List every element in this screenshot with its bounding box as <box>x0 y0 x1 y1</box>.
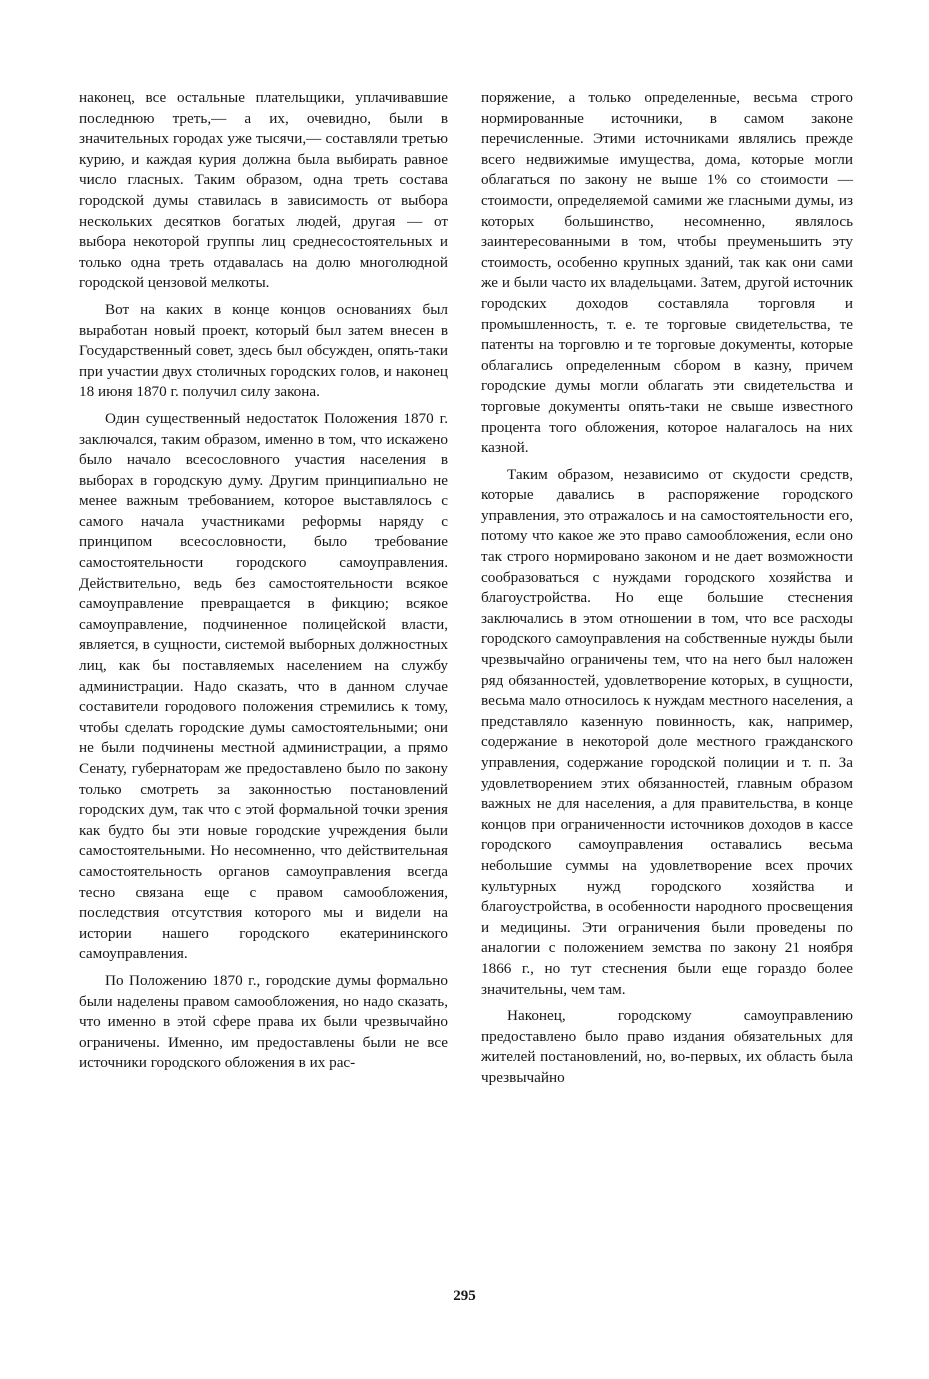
paragraph: Таким образом, независимо от скудости средств, которые давались в распоряжение городского управления, это отражалось и на самостоятельности его, потому что какое же это право самообложения, если оно так строго нормировано законом и не дает возможности сообразоваться с нуждами городского хозяйства и благоустройства. Но еще большие стеснения заключались в этом отношении в том, что все расходы городского самоуправления на собственные нужды были чрезвычайно ограничены тем, что на него был наложен ряд обязанностей, удовлетворение которых, в сущности, весьма мало относилось к нуждам местного населения, а представляло казенную повинность, как, например, содержание в некоторой доле местного гражданского управления, содержание городской полиции и т. п. За удовлетворением этих обязанностей, главным образом важных не для населения, а для правительства, в конце концов при ограниченности источников доходов в кассе городского самоуправления оставались весьма небольшие суммы на удовлетворение всех прочих культурных нужд городского хозяйства и благоустройства, в особенности народного просвещения и медицины. Эти ограничения были проведены по аналогии с положением земства по закону 21 ноября 1866 г., но тут стеснения были еще гораздо более значительны, чем там. <box>481 465 853 998</box>
paragraph: По Положению 1870 г., городские думы формально были наделены правом самообложения, но надо сказать, что именно в этой сфере права их были чрезвычайно ограничены. Именно, им предоставлены были не все источники городского обложения в их рас- <box>79 971 448 1072</box>
paragraph: поряжение, а только определенные, весьма строго нормированные источники, в самом законе перечисленные. Этими источниками являлись прежде всего недвижимые имущества, дома, которые могли облагаться по закону не выше 1% со стоимости — стоимости, определяемой самими же гласными думы, из которых большинство, несомненно, являлось заинтересованными в том, чтобы преуменьшить эту стоимость, особенно крупных зданий, так как они сами же и были часто их владельцами. Затем, другой источник городских доходов составляла торговля и промышленность, т. е. те торговые свидетельства, те патенты на торговлю и те торговые документы, которые облагались определенным сбором в казну, причем городские думы могли облагать эти свидетельства и торговые документы опять-таки не свыше известного процента того обложения, которое налагалось на них казной. <box>481 89 853 457</box>
paragraph: Один существенный недостаток Положения 1870 г. заключался, таким образом, именно в том, что искажено было начало всесословного участия населения в выборах в городскую думу. Другим принципиально не менее важным требованием, которое выставлялось с самого начала участниками реформы наряду с принципом всесословности, было требование самостоятельности городского самоуправления. Действительно, ведь без самостоятельности всякое самоуправление превращается в фикцию; всякое самоуправление, подчиненное полицейской власти, является, в сущности, системой выборных должностных лиц, как бы поставляемых населением на службу администрации. Надо сказать, что в данном случае составители городового положения стремились к тому, чтобы сделать городские думы самостоятельными; они не были подчинены местной администрации, а прямо Сенату, губернаторам же предоставлено было по закону только смотреть за законностью постановлений городских дум, так что с этой формальной точки зрения как будто бы эти новые городские учреждения были самостоятельными. Но несомненно, что действительная самостоятельность органов самоуправления всегда тесно связана еще с правом самообложения, последствия отсутствия которого мы и видели на истории нашего городского екатерининского самоуправления. <box>79 409 448 963</box>
left-column <box>79 88 448 1074</box>
paragraph: наконец, все остальные плательщики, уплачивавшие последнюю треть,— а их, очевидно, были в значительных городах уже тысячи,— составляли третью курию, и каждая курия должна была выбирать равное число гласных. Таким образом, одна треть состава городской думы ставилась в зависимость от выбора нескольких десятков богатых людей, другая — от выбора некоторой группы лиц среднесостоятельных и только одна треть отдавалась на долю многолюдной городской цензовой мелкоты. <box>79 89 448 292</box>
paragraph: Наконец, городскому самоуправлению предоставлено было право издания обязательных для жителей постановлений, но, во-первых, их область была чрезвычайно <box>481 1007 853 1086</box>
page-number: 295 <box>453 1288 476 1304</box>
right-column <box>481 88 853 1089</box>
paragraph: Вот на каких в конце концов основаниях был выработан новый проект, который был затем внесен в Государственный совет, здесь был обсужден, опять-таки при участии двух столичных городских голов, и наконец 18 июня 1870 г. получил силу закона. <box>79 300 448 401</box>
